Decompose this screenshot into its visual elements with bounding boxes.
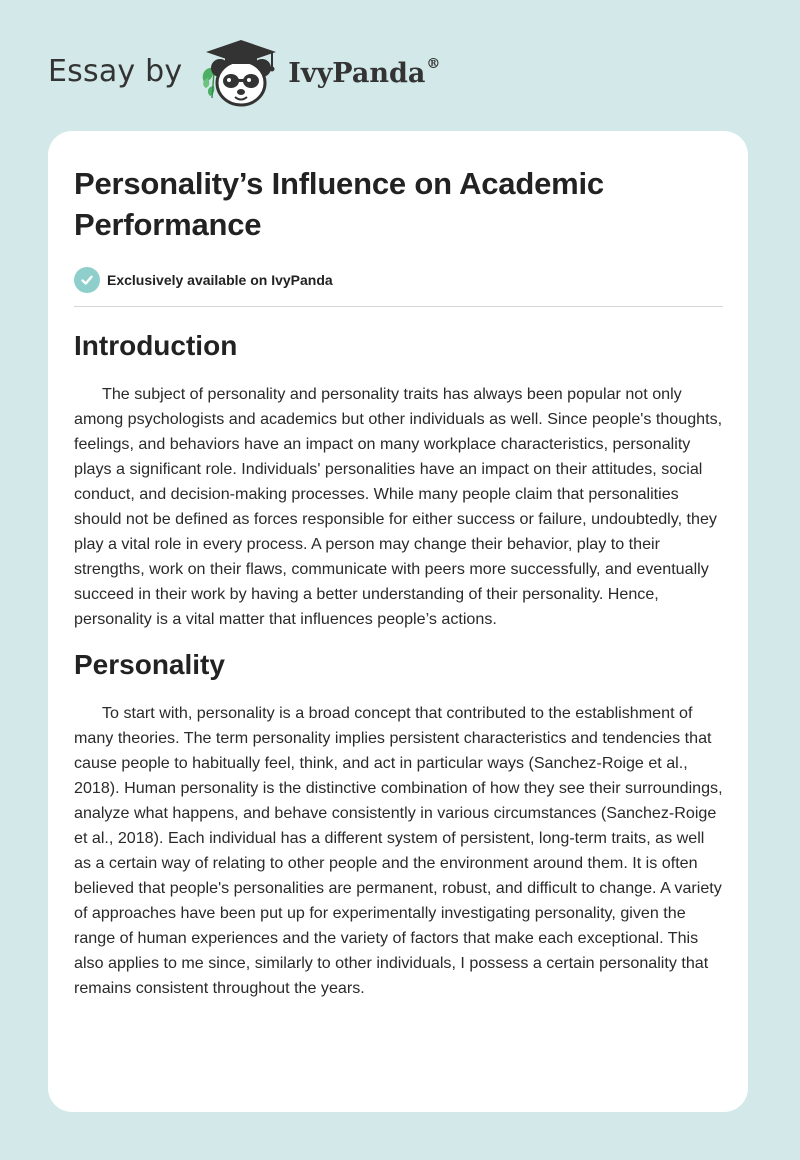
section-heading-introduction: Introduction (74, 330, 238, 361)
exclusive-badge (74, 267, 724, 293)
page-title: Personality’s Influence on Academic Performance (74, 166, 604, 242)
exclusive-text: Exclusively available on IvyPanda (107, 272, 333, 288)
registered-mark: ® (426, 55, 441, 72)
section-heading-personality: Personality (74, 649, 225, 680)
site-header (48, 36, 440, 112)
essay-content (74, 163, 724, 1001)
essay-card (48, 131, 748, 1112)
brand-text: IvyPanda (288, 57, 426, 89)
checkmark-icon (74, 267, 100, 293)
section-paragraph-introduction: The subject of personality and personality traits has always been popular not only among psychologists and academics but other individuals as well. Since people's thoughts, feelings, and behaviors have an impact on many workplace characteristics, personality plays a significant role. Individuals' personalities have an impact on their attitudes, social conduct, and decision-making processes. While many people claim that personalities should not be defined as forces responsible for either success or failure, undoubtedly, they play a vital role in every process. A person may change their behavior, play to their strengths, work on their flaws, communicate with peers more successfully, and eventually succeed in their work by having a better understanding of their personality. Hence, personality is a vital matter that influences people’s actions. (74, 385, 723, 628)
essay-by-label: Essay by (48, 53, 183, 89)
brand-name (288, 55, 441, 89)
section-paragraph-personality: To start with, personality is a broad concept that contributed to the establishment of many theories. The term personality implies persistent characteristics and tendencies that cause people to habitually feel, think, and act in particular ways (Sanchez-Roige et al., 2018). Human personality is the distinctive combination of how they see their surroundings, analyze what happens, and behave consistently in various circumstances (Sanchez-Roige et al., 2018). Each individual has a different system of persistent, long-term traits, as well as a certain way of relating to other people and the environment around them. It is often believed that people's personalities are permanent, robust, and difficult to change. A variety of approaches have been put up for experimentally investigating personality, given the range of human experiences and the variety of factors that make each exceptional. This also applies to me since, similarly to other individuals, I possess a certain personality that remains consistent throughout the years. (74, 704, 723, 997)
ivypanda-logo[interactable] (198, 36, 440, 112)
panda-graduate-icon (198, 36, 284, 112)
divider (74, 306, 723, 307)
